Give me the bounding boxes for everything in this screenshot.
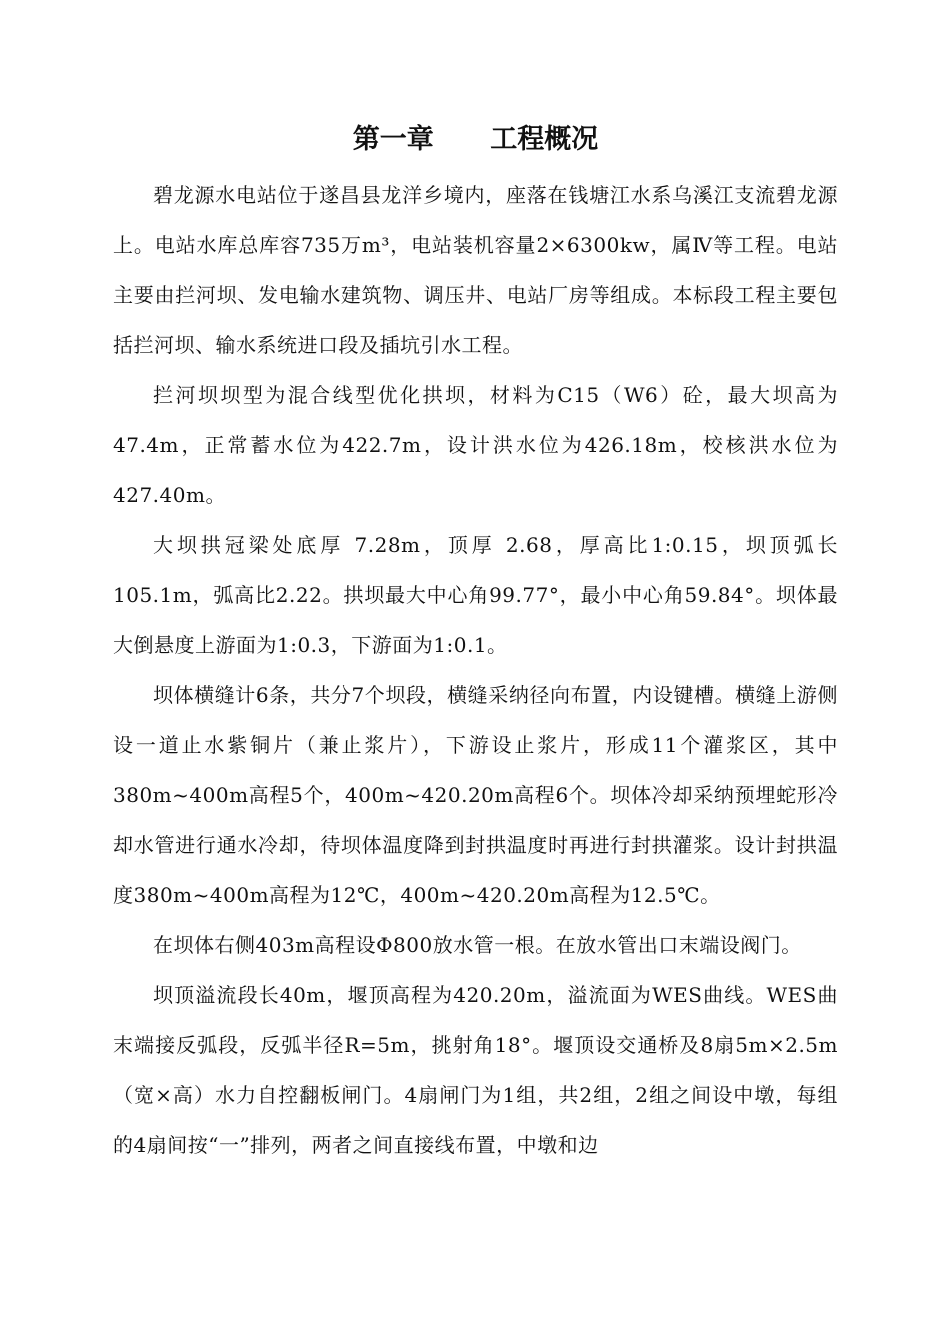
paragraph-spillway: 坝顶溢流段长40m，堰顶高程为420.20m，溢流面为WES曲线。WES曲末端接反弧段，反弧半径R=5m，挑射角18°。堰顶设交通桥及8扇5m×2.5m（宽×高）水力自控翻板闸门。4扇闸门为1组，共2组，2组之间设中墩，每组的4扇间按“一”排列，两者之间直接线布置，中墩和边	[113, 983, 838, 1157]
paragraph-outlet-pipe: 在坝体右侧403m高程设Φ800放水管一根。在放水管出口末端设阀门。	[153, 933, 802, 957]
paragraph-overview: 碧龙源水电站位于遂昌县龙洋乡境内，座落在钱塘江水系乌溪江支流碧龙源上。电站水库总库容735万m³，电站装机容量2×6300kw，属Ⅳ等工程。电站主要由拦河坝、发电输水建筑物、调压井、电站厂房等组成。本标段工程主要包括拦河坝、输水系统进口段及插坑引水工程。	[113, 183, 838, 357]
chapter-title: 第一章 工程概况	[352, 124, 599, 155]
paragraph-joints-grouting: 坝体横缝计6条，共分7个坝段，横缝采纳径向布置，内设键槽。横缝上游侧设一道止水紫铜片（兼止浆片），下游设止浆片，形成11个灌浆区，其中380m~400m高程5个，400m~420.20m高程6个。坝体冷却采纳预埋蛇形冷却水管进行通水冷却，待坝体温度降到封拱温度时再进行封拱灌浆。设计封拱温度380m~400m高程为12℃，400m~420.20m高程为12.5℃。	[113, 683, 838, 907]
document-page	[113, 120, 838, 1170]
paragraph-dam-dimensions: 大坝拱冠梁处底厚 7.28m，顶厚 2.68，厚高比1:0.15，坝顶弧长105.1m，弧高比2.22。拱坝最大中心角99.77°，最小中心角59.84°。坝体最大倒悬度上游面为1:0.3，下游面为1:0.1。	[113, 533, 838, 657]
paragraph-dam-type: 拦河坝坝型为混合线型优化拱坝，材料为C15（W6）砼，最大坝高为47.4m，正常蓄水位为422.7m，设计洪水位为426.18m，校核洪水位为427.40m。	[113, 383, 838, 507]
